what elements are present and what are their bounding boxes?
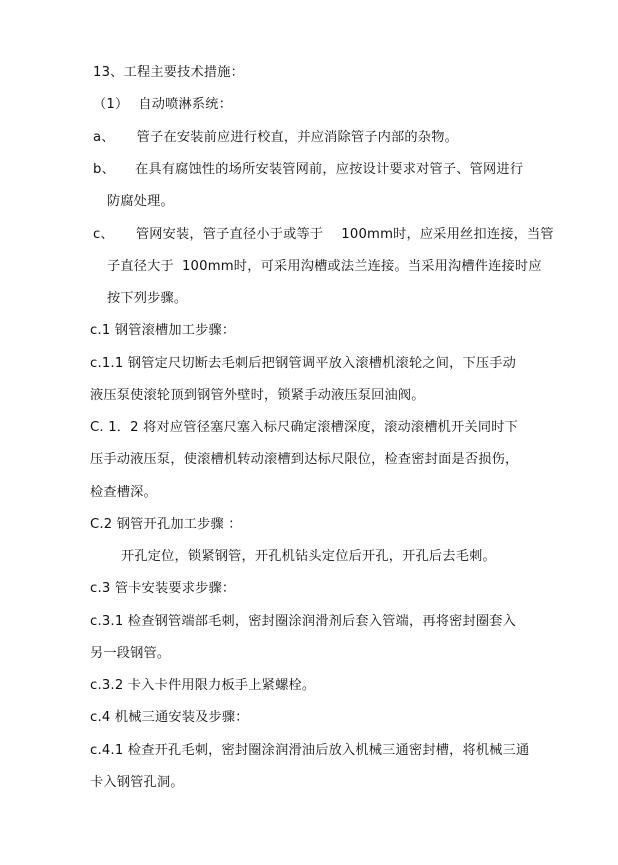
section-heading: 13、工程主要技术措施： <box>93 65 245 80</box>
c3-heading: c.3 管卡安装要求步骤： <box>90 581 236 596</box>
c1-heading: c.1 钢管滚槽加工步骤： <box>90 323 236 338</box>
item-c-label: c、 <box>93 227 114 242</box>
subsection-label: （1） <box>93 97 129 112</box>
item-a <box>93 129 458 147</box>
item-b <box>93 161 523 179</box>
item-c <box>93 226 554 244</box>
item-b-line1: 在具有腐蚀性的场所安装管网前，应按设计要求对管子、管网进行 <box>134 162 524 177</box>
item-c-line2a: 子直径大于 <box>107 259 174 274</box>
item-b-line2: 防腐处理。 <box>107 194 174 209</box>
c11-line2: 液压泵使滚轮顶到钢管外壁时，锁紧手动液压泵回油阀。 <box>90 388 425 403</box>
c41-line2: 卡入钢管孔洞。 <box>90 775 184 790</box>
item-c-line2 <box>107 258 542 276</box>
c31-line2: 另一段钢管。 <box>90 646 171 661</box>
subsection-title: 自动喷淋系统： <box>138 97 233 112</box>
c2-text: 开孔定位，锁紧钢管，开孔机钻头定位后开孔，开孔后去毛刺。 <box>121 549 496 564</box>
c32-text: c.3.2 卡入卡件用限力板手上紧螺栓。 <box>90 678 316 693</box>
subsection-heading <box>93 96 232 114</box>
c4-heading: c.4 机械三通安装及步骤： <box>90 710 249 725</box>
c12-line3: 检查槽深。 <box>90 485 157 500</box>
item-a-label: a、 <box>93 130 115 145</box>
c31-line1: c.3.1 检查钢管端部毛刺，密封圈涂润滑剂后套入管端，再将密封圈套入 <box>90 614 517 629</box>
c41-line1: c.4.1 检查开孔毛刺，密封圈涂润滑油后放入机械三通密封槽，将机械三通 <box>90 743 530 758</box>
c2-heading: C.2 钢管开孔加工步骤 ： <box>90 517 242 532</box>
item-c-line2b: 100mm时，可采用沟槽或法兰连接。当采用沟槽件连接时应 <box>181 259 542 274</box>
c12-line2: 压手动液压泵，使滚槽机转动滚槽到达标尺限位，检查密封面是否损伤， <box>90 452 519 467</box>
item-a-text: 管子在安装前应进行校直，并应消除管子内部的杂物。 <box>136 130 458 145</box>
c12-line1: C. 1．2 将对应管径塞尺塞入标尺确定滚槽深度，滚动滚槽机开关同时下 <box>90 420 518 435</box>
c11-line1: c.1.1 钢管定尺切断去毛刺后把钢管调平放入滚槽机滚轮之间，下压手动 <box>90 356 517 371</box>
item-c-line1b: 100mm时，应采用丝扣连接，当管 <box>341 227 554 242</box>
item-b-label: b、 <box>93 162 115 177</box>
item-c-line3: 按下列步骤。 <box>107 291 188 306</box>
item-c-line1a: 管网安装，管子直径小于或等于 <box>135 227 324 242</box>
